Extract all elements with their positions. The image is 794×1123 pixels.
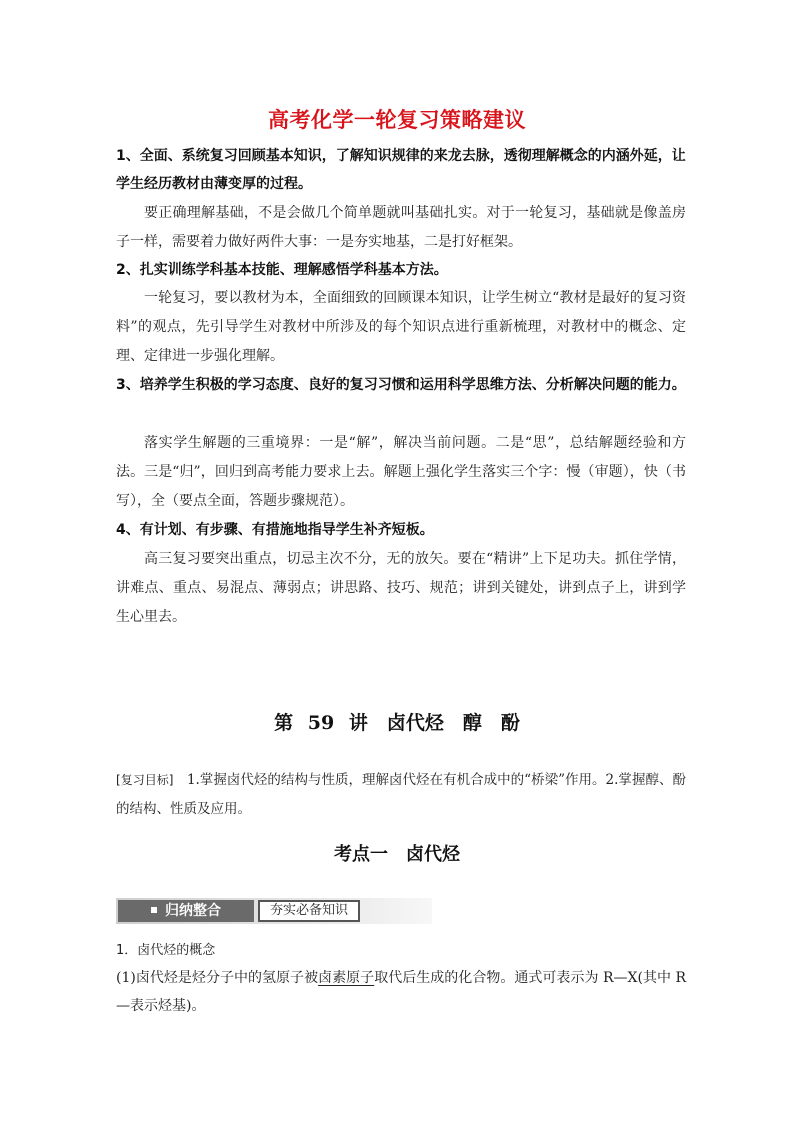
knowledge-point-title: 考点一 卤代烃 bbox=[334, 844, 460, 865]
section-3-heading: 3、培养学生积极的学习态度、良好的复习习惯和运用科学思维方法、分析解决问题的能力。 bbox=[116, 377, 686, 393]
review-goal-label: [复习目标] bbox=[116, 773, 174, 787]
section-2-heading: 2、扎实训练学科基本技能、理解感悟学科基本方法。 bbox=[116, 262, 448, 278]
banner-label-box bbox=[118, 900, 254, 922]
definition-text-end: 取代后生成的化合物。通式可表示为 R—X(其中 R—表示烃基)。 bbox=[116, 970, 686, 1014]
section-3-paragraph: 落实学生解题的三重境界：一是“解”，解决当前问题。二是“思”，总结解题经验和方法。三是“归”，回归到高考能力要求上去。解题上强化学生落实三个字：慢（审题），快（书写），全（要点全面，答题步骤规范）。 bbox=[116, 435, 686, 509]
banner-left-text: 归纳整合 bbox=[165, 903, 221, 919]
square-bullet-icon bbox=[151, 907, 157, 913]
section-2-paragraph: 一轮复习，要以教材为本，全面细致的回顾课本知识，让学生树立“教材是最好的复习资料”的观点，先引导学生对教材中所涉及的每个知识点进行重新梳理，对教材中的概念、定理、定律进一步强化理解。 bbox=[116, 290, 686, 364]
review-goal-text: 1.掌握卤代烃的结构与性质，理解卤代烃在有机合成中的“桥梁”作用。2.掌握醇、酚的结构、性质及应用。 bbox=[116, 772, 686, 817]
lecture-title: 第 59 讲 卤代烃 醇 酚 bbox=[274, 712, 520, 734]
review-goal bbox=[116, 766, 686, 824]
section-4-paragraph: 高三复习要突出重点，切忌主次不分，无的放矢。要在“精讲”上下足功夫。抓住学情，讲难点、重点、易混点、薄弱点；讲思路、技巧、规范；讲到关键处，讲到点子上，讲到学生心里去。 bbox=[116, 551, 686, 625]
sub-heading: 1．卤代烃的概念 bbox=[116, 943, 216, 958]
definition-underlined-term: 卤素原子 bbox=[318, 970, 375, 986]
definition-text-start: (1)卤代烃是烃分子中的氢原子被 bbox=[116, 970, 319, 986]
banner-tag-box: 夯实必备知识 bbox=[258, 900, 360, 922]
section-1-paragraph: 要正确理解基础，不是会做几个简单题就叫基础扎实。对于一轮复习，基础就是像盖房子一样，需要着力做好两件大事：一是夯实地基，二是打好框架。 bbox=[116, 205, 686, 250]
section-1-heading: 1、全面、系统复习回顾基本知识，了解知识规律的来龙去脉，透彻理解概念的内涵外延，让学生经历教材由薄变厚的过程。 bbox=[116, 148, 686, 192]
section-4-heading: 4、有计划、有步骤、有措施地指导学生补齐短板。 bbox=[116, 522, 434, 538]
main-title: 高考化学一轮复习策略建议 bbox=[268, 108, 526, 132]
section-banner bbox=[116, 898, 432, 924]
definition-paragraph bbox=[116, 964, 686, 1020]
